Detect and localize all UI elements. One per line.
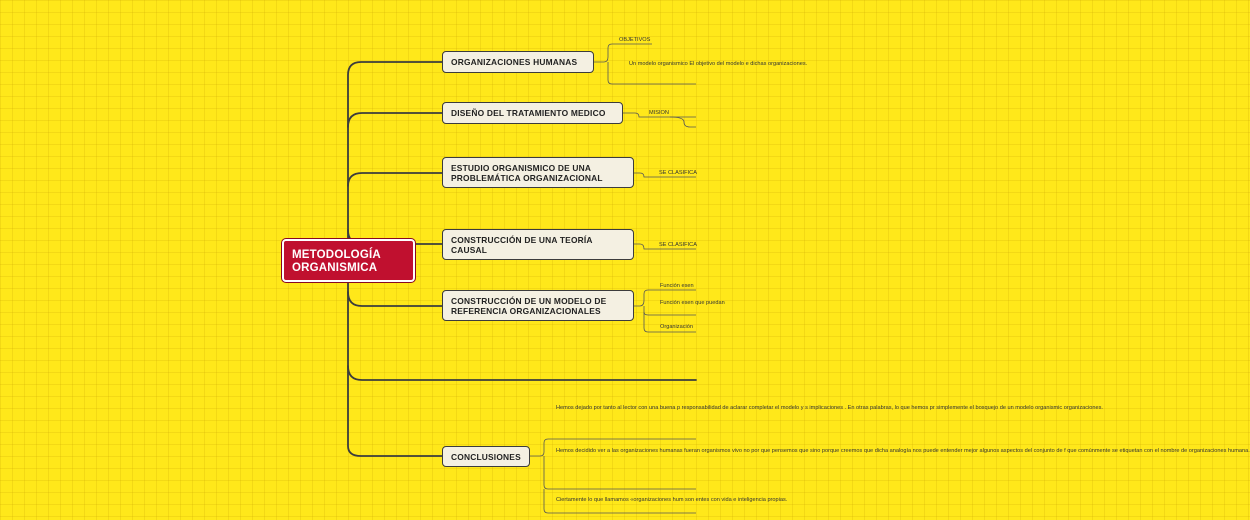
branch-label: ESTUDIO ORGANISMICO DE UNA PROBLEMÁTICA ORGANIZACIONAL: [451, 162, 603, 183]
leaf-organizacion[interactable]: Organización: [660, 324, 693, 330]
central-topic[interactable]: [282, 239, 415, 282]
leaf-conclusion-3[interactable]: Ciertamente lo que llamamos «organizaciones hum son entes con vida e inteligencia propias.: [556, 497, 788, 503]
leaf-mision[interactable]: MISION: [649, 110, 669, 116]
branch-modelo-referencia[interactable]: [442, 290, 634, 321]
branch-estudio-organismico[interactable]: [442, 157, 634, 188]
branch-organizaciones-humanas[interactable]: [442, 51, 594, 73]
leaf-se-clasifica-2[interactable]: SE CLASIFICA: [659, 242, 697, 248]
branch-teoria-causal[interactable]: [442, 229, 634, 260]
leaf-objetivos[interactable]: OBJETIVOS: [619, 37, 651, 43]
leaf-objetivos-text[interactable]: Un modelo organismico El objetivo del modelo e dichas organizaciones.: [629, 61, 808, 67]
branch-label: CONCLUSIONES: [451, 451, 521, 462]
branch-diseno-tratamiento[interactable]: [442, 102, 623, 124]
leaf-funcion-2[interactable]: Función esen que puedan: [660, 300, 725, 306]
branch-label: CONSTRUCCIÓN DE UN MODELO DE REFERENCIA ORGANIZACIONALES: [451, 295, 607, 316]
leaf-se-clasifica-1[interactable]: SE CLASIFICA: [659, 170, 697, 176]
leaf-conclusion-2[interactable]: Hemos decidido ver a las organizaciones humanas fueran organismos vivo no por que pensemos que sino porque creemos que dicha analogía nos puede entender mejor algunos aspectos del conjunto de f que comúnmente se etiquetan con el nombre de organizaciones humana.: [556, 448, 1250, 454]
branch-label: DISEÑO DEL TRATAMIENTO MEDICO: [451, 108, 606, 118]
branch-conclusiones[interactable]: [442, 446, 530, 467]
leaf-funcion-1[interactable]: Función esen: [660, 283, 694, 289]
central-topic-label: METODOLOGÍA ORGANISMICA: [292, 249, 381, 274]
branch-label: ORGANIZACIONES HUMANAS: [451, 57, 578, 67]
leaf-conclusion-1[interactable]: Hemos dejado por tanto al lector con una buena p responsabilidad de aclarar completar el modelo y s implicaciones . En otras palabras, lo que hemos pr simplemente el bosquejo de un modelo organismic organizaciones.: [556, 405, 1103, 411]
branch-label: CONSTRUCCIÓN DE UNA TEORÍA CAUSAL: [451, 234, 593, 255]
